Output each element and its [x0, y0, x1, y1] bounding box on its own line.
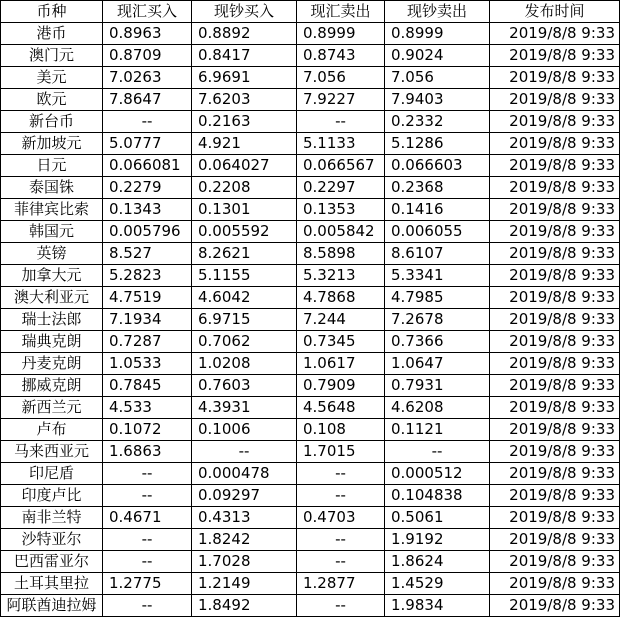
cell-publish-time: 2019/8/8 9:33 [490, 111, 620, 133]
cell-spot-sell: 0.108 [297, 419, 385, 441]
table-row [1, 463, 620, 485]
cell-cash-sell: 0.5061 [385, 507, 490, 529]
cell-cash-buy: 4.921 [192, 133, 297, 155]
cell-cash-sell: 0.1121 [385, 419, 490, 441]
table-row [1, 67, 620, 89]
cell-cash-sell: 0.2368 [385, 177, 490, 199]
table-row [1, 45, 620, 67]
cell-publish-time: 2019/8/8 9:33 [490, 573, 620, 595]
cell-cash-sell: 8.6107 [385, 243, 490, 265]
cell-publish-time: 2019/8/8 9:33 [490, 551, 620, 573]
cell-cash-sell: 0.006055 [385, 221, 490, 243]
cell-cash-sell: 0.000512 [385, 463, 490, 485]
header-spot-sell: 现汇卖出 [297, 1, 385, 23]
cell-currency: 巴西雷亚尔 [1, 551, 103, 573]
cell-publish-time: 2019/8/8 9:33 [490, 485, 620, 507]
cell-publish-time: 2019/8/8 9:33 [490, 309, 620, 331]
cell-spot-buy: -- [103, 529, 192, 551]
table-row [1, 133, 620, 155]
cell-cash-buy: 1.2149 [192, 573, 297, 595]
table-row [1, 397, 620, 419]
cell-spot-sell: 0.1353 [297, 199, 385, 221]
cell-currency: 丹麦克朗 [1, 353, 103, 375]
cell-spot-buy: 7.8647 [103, 89, 192, 111]
table-row [1, 221, 620, 243]
cell-publish-time: 2019/8/8 9:33 [490, 397, 620, 419]
cell-spot-sell: 0.8999 [297, 23, 385, 45]
table-row [1, 243, 620, 265]
cell-publish-time: 2019/8/8 9:33 [490, 221, 620, 243]
cell-cash-sell: 0.9024 [385, 45, 490, 67]
cell-spot-sell: 7.056 [297, 67, 385, 89]
cell-cash-sell: 1.9192 [385, 529, 490, 551]
cell-cash-sell: 0.2332 [385, 111, 490, 133]
cell-currency: 菲律宾比索 [1, 199, 103, 221]
cell-spot-sell: 0.7345 [297, 331, 385, 353]
cell-cash-sell: 1.8624 [385, 551, 490, 573]
cell-spot-sell: 0.2297 [297, 177, 385, 199]
cell-currency: 港币 [1, 23, 103, 45]
cell-currency: 阿联酋迪拉姆 [1, 595, 103, 617]
cell-currency: 卢布 [1, 419, 103, 441]
cell-spot-buy: 0.1072 [103, 419, 192, 441]
cell-currency: 沙特亚尔 [1, 529, 103, 551]
cell-spot-buy: -- [103, 595, 192, 617]
cell-cash-buy: 0.7062 [192, 331, 297, 353]
cell-spot-sell: -- [297, 551, 385, 573]
cell-currency: 南非兰特 [1, 507, 103, 529]
cell-cash-buy: 6.9691 [192, 67, 297, 89]
table-row [1, 177, 620, 199]
cell-currency: 日元 [1, 155, 103, 177]
cell-spot-sell: -- [297, 595, 385, 617]
cell-spot-buy: 7.0263 [103, 67, 192, 89]
table-row [1, 23, 620, 45]
cell-publish-time: 2019/8/8 9:33 [490, 133, 620, 155]
cell-spot-sell: 4.7868 [297, 287, 385, 309]
cell-cash-sell: 0.066603 [385, 155, 490, 177]
header-cash-sell: 现钞卖出 [385, 1, 490, 23]
table-row [1, 287, 620, 309]
table-row [1, 111, 620, 133]
cell-spot-buy: 5.2823 [103, 265, 192, 287]
cell-cash-buy: 1.7028 [192, 551, 297, 573]
cell-spot-sell: -- [297, 111, 385, 133]
table-row [1, 485, 620, 507]
cell-currency: 新加坡元 [1, 133, 103, 155]
cell-cash-sell: 5.1286 [385, 133, 490, 155]
cell-currency: 挪威克朗 [1, 375, 103, 397]
cell-cash-buy: 0.000478 [192, 463, 297, 485]
cell-publish-time: 2019/8/8 9:33 [490, 507, 620, 529]
cell-spot-sell: 7.9227 [297, 89, 385, 111]
cell-publish-time: 2019/8/8 9:33 [490, 265, 620, 287]
cell-cash-sell: 0.8999 [385, 23, 490, 45]
cell-cash-buy: 0.4313 [192, 507, 297, 529]
cell-cash-buy: 4.3931 [192, 397, 297, 419]
cell-spot-buy: -- [103, 463, 192, 485]
table-row [1, 309, 620, 331]
cell-spot-buy: 0.4671 [103, 507, 192, 529]
cell-spot-sell: -- [297, 485, 385, 507]
cell-spot-sell: -- [297, 529, 385, 551]
cell-cash-buy: 0.09297 [192, 485, 297, 507]
cell-publish-time: 2019/8/8 9:33 [490, 45, 620, 67]
cell-cash-buy: 0.1006 [192, 419, 297, 441]
cell-spot-buy: 0.005796 [103, 221, 192, 243]
cell-currency: 泰国铢 [1, 177, 103, 199]
cell-currency: 美元 [1, 67, 103, 89]
table-row [1, 155, 620, 177]
cell-spot-buy: 0.8709 [103, 45, 192, 67]
cell-spot-sell: 0.8743 [297, 45, 385, 67]
cell-currency: 印尼盾 [1, 463, 103, 485]
header-publish-time: 发布时间 [490, 1, 620, 23]
cell-cash-buy: 0.7603 [192, 375, 297, 397]
cell-publish-time: 2019/8/8 9:33 [490, 419, 620, 441]
cell-cash-buy: 4.6042 [192, 287, 297, 309]
cell-cash-sell: 7.9403 [385, 89, 490, 111]
cell-cash-sell: 4.7985 [385, 287, 490, 309]
cell-cash-sell: 5.3341 [385, 265, 490, 287]
cell-publish-time: 2019/8/8 9:33 [490, 89, 620, 111]
cell-cash-buy: 0.005592 [192, 221, 297, 243]
cell-cash-buy: 0.2208 [192, 177, 297, 199]
table-row [1, 199, 620, 221]
cell-cash-buy: -- [192, 441, 297, 463]
cell-currency: 加拿大元 [1, 265, 103, 287]
table-row [1, 89, 620, 111]
cell-spot-buy: 4.533 [103, 397, 192, 419]
cell-publish-time: 2019/8/8 9:33 [490, 463, 620, 485]
cell-cash-sell: 1.9834 [385, 595, 490, 617]
cell-publish-time: 2019/8/8 9:33 [490, 23, 620, 45]
cell-currency: 瑞典克朗 [1, 331, 103, 353]
cell-spot-sell: 1.2877 [297, 573, 385, 595]
table-body [1, 23, 620, 617]
cell-currency: 马来西亚元 [1, 441, 103, 463]
cell-cash-sell: 0.7931 [385, 375, 490, 397]
table-row [1, 507, 620, 529]
cell-spot-sell: 0.7909 [297, 375, 385, 397]
cell-publish-time: 2019/8/8 9:33 [490, 331, 620, 353]
header-spot-buy: 现汇买入 [103, 1, 192, 23]
cell-spot-buy: 0.7845 [103, 375, 192, 397]
cell-publish-time: 2019/8/8 9:33 [490, 375, 620, 397]
cell-cash-buy: 7.6203 [192, 89, 297, 111]
cell-publish-time: 2019/8/8 9:33 [490, 243, 620, 265]
cell-cash-sell: -- [385, 441, 490, 463]
cell-cash-buy: 1.8492 [192, 595, 297, 617]
cell-publish-time: 2019/8/8 9:33 [490, 155, 620, 177]
cell-cash-buy: 0.1301 [192, 199, 297, 221]
table-row [1, 441, 620, 463]
cell-spot-sell: 0.4703 [297, 507, 385, 529]
cell-spot-sell: 1.7015 [297, 441, 385, 463]
cell-spot-sell: 0.005842 [297, 221, 385, 243]
cell-spot-sell: 5.3213 [297, 265, 385, 287]
cell-cash-buy: 0.8417 [192, 45, 297, 67]
cell-spot-buy: 0.7287 [103, 331, 192, 353]
cell-spot-buy: 0.2279 [103, 177, 192, 199]
header-currency: 币种 [1, 1, 103, 23]
cell-spot-buy: 0.1343 [103, 199, 192, 221]
cell-spot-buy: 1.0533 [103, 353, 192, 375]
cell-currency: 新台币 [1, 111, 103, 133]
cell-cash-buy: 8.2621 [192, 243, 297, 265]
cell-publish-time: 2019/8/8 9:33 [490, 199, 620, 221]
cell-publish-time: 2019/8/8 9:33 [490, 529, 620, 551]
cell-spot-buy: 0.066081 [103, 155, 192, 177]
cell-currency: 英镑 [1, 243, 103, 265]
table-row [1, 551, 620, 573]
cell-cash-sell: 1.0647 [385, 353, 490, 375]
cell-cash-buy: 6.9715 [192, 309, 297, 331]
table-row [1, 265, 620, 287]
cell-currency: 新西兰元 [1, 397, 103, 419]
table-row [1, 375, 620, 397]
cell-spot-sell: 8.5898 [297, 243, 385, 265]
cell-spot-buy: 0.8963 [103, 23, 192, 45]
table-row [1, 573, 620, 595]
cell-publish-time: 2019/8/8 9:33 [490, 287, 620, 309]
cell-spot-sell: 0.066567 [297, 155, 385, 177]
cell-spot-buy: -- [103, 111, 192, 133]
cell-currency: 澳门元 [1, 45, 103, 67]
cell-cash-buy: 1.8242 [192, 529, 297, 551]
cell-publish-time: 2019/8/8 9:33 [490, 67, 620, 89]
cell-spot-buy: 8.527 [103, 243, 192, 265]
cell-publish-time: 2019/8/8 9:33 [490, 441, 620, 463]
cell-spot-sell: -- [297, 463, 385, 485]
table-row [1, 331, 620, 353]
table-row [1, 419, 620, 441]
cell-cash-sell: 0.104838 [385, 485, 490, 507]
cell-cash-sell: 0.1416 [385, 199, 490, 221]
table-row [1, 595, 620, 617]
cell-cash-buy: 5.1155 [192, 265, 297, 287]
cell-spot-buy: 4.7519 [103, 287, 192, 309]
cell-cash-buy: 0.8892 [192, 23, 297, 45]
cell-spot-sell: 1.0617 [297, 353, 385, 375]
cell-cash-sell: 4.6208 [385, 397, 490, 419]
cell-spot-sell: 5.1133 [297, 133, 385, 155]
cell-cash-buy: 0.2163 [192, 111, 297, 133]
cell-spot-buy: 1.6863 [103, 441, 192, 463]
cell-spot-buy: -- [103, 551, 192, 573]
cell-spot-buy: 5.0777 [103, 133, 192, 155]
cell-currency: 土耳其里拉 [1, 573, 103, 595]
cell-spot-buy: 7.1934 [103, 309, 192, 331]
cell-spot-buy: 1.2775 [103, 573, 192, 595]
cell-currency: 澳大利亚元 [1, 287, 103, 309]
cell-cash-buy: 1.0208 [192, 353, 297, 375]
cell-cash-buy: 0.064027 [192, 155, 297, 177]
table-row [1, 353, 620, 375]
cell-currency: 印度卢比 [1, 485, 103, 507]
cell-publish-time: 2019/8/8 9:33 [490, 353, 620, 375]
cell-currency: 韩国元 [1, 221, 103, 243]
cell-currency: 欧元 [1, 89, 103, 111]
cell-cash-sell: 7.056 [385, 67, 490, 89]
table-header-row [1, 1, 620, 23]
cell-currency: 瑞士法郎 [1, 309, 103, 331]
cell-publish-time: 2019/8/8 9:33 [490, 595, 620, 617]
cell-cash-sell: 7.2678 [385, 309, 490, 331]
cell-cash-sell: 0.7366 [385, 331, 490, 353]
cell-spot-sell: 7.244 [297, 309, 385, 331]
cell-publish-time: 2019/8/8 9:33 [490, 177, 620, 199]
table-row [1, 529, 620, 551]
cell-spot-sell: 4.5648 [297, 397, 385, 419]
cell-spot-buy: -- [103, 485, 192, 507]
header-cash-buy: 现钞买入 [192, 1, 297, 23]
cell-cash-sell: 1.4529 [385, 573, 490, 595]
